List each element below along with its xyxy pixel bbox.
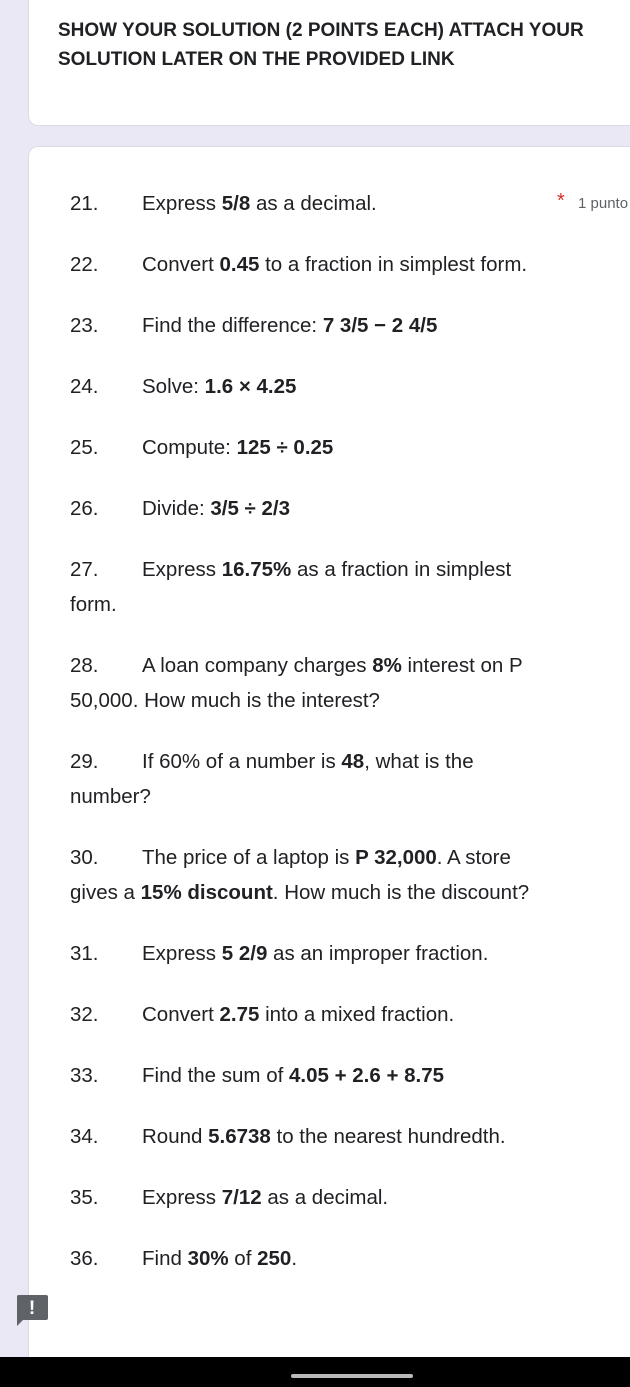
question-text: . How much is the discount? <box>272 881 530 904</box>
section-header-card <box>28 0 630 126</box>
question-text: Find the difference: <box>142 314 323 337</box>
question-item <box>70 186 560 221</box>
question-item <box>70 308 560 343</box>
question-number: 36. <box>70 1247 99 1270</box>
question-number: 30. <box>70 846 99 869</box>
question-item <box>70 552 560 622</box>
question-text: , what is the number? <box>70 750 474 808</box>
question-number: 26. <box>70 497 99 520</box>
question-value: 125 ÷ 0.25 <box>236 436 334 459</box>
question-item <box>70 840 560 910</box>
question-number: 34. <box>70 1125 99 1148</box>
question-value: 4.05 + 2.6 + 8.75 <box>288 1064 445 1087</box>
question-text: of <box>228 1247 258 1270</box>
question-number: 23. <box>70 314 99 337</box>
question-text: Express <box>142 942 222 965</box>
question-value: 250 <box>257 1247 292 1270</box>
question-item <box>70 936 560 971</box>
question-value: 8% <box>372 654 402 677</box>
question-value: P 32,000 <box>355 846 437 869</box>
report-problem-glyph: ! <box>28 1298 36 1319</box>
question-value: 5 2/9 <box>221 942 268 965</box>
question-text: Convert <box>142 1003 220 1026</box>
section-title: SHOW YOUR SOLUTION (2 POINTS EACH) ATTACH YOUR SOLUTION LATER ON THE PROVIDED LINK <box>58 20 584 70</box>
question-text: Compute: <box>142 436 237 459</box>
question-text: to the nearest hundredth. <box>270 1125 506 1148</box>
points-label: 1 punto <box>578 195 629 212</box>
question-text: Round <box>142 1125 209 1148</box>
question-item <box>70 247 560 282</box>
question-item <box>70 1241 560 1276</box>
system-navigation-bar <box>0 1357 630 1387</box>
question-value: 0.45 <box>219 253 260 276</box>
question-card <box>28 146 630 1386</box>
question-text: The price of a laptop is <box>142 846 356 869</box>
question-text: as an improper fraction. <box>267 942 489 965</box>
question-number: 27. <box>70 558 99 581</box>
question-value: 2.75 <box>219 1003 260 1026</box>
home-indicator[interactable] <box>291 1374 413 1378</box>
question-value: 48 <box>341 750 365 773</box>
question-item <box>70 1180 560 1215</box>
question-number: 25. <box>70 436 99 459</box>
question-text: . <box>291 1247 298 1270</box>
question-text: Find <box>142 1247 188 1270</box>
question-text: Convert <box>142 253 220 276</box>
question-text: into a mixed fraction. <box>259 1003 455 1026</box>
question-value: 16.75% <box>221 558 292 581</box>
question-text: . A store gives a <box>70 846 511 904</box>
report-problem-icon <box>15 1293 49 1327</box>
question-text: to a fraction in simplest form. <box>259 253 528 276</box>
question-value: 7/12 <box>221 1186 262 1209</box>
question-text: as a decimal. <box>250 192 377 215</box>
question-text: Find the sum of <box>142 1064 289 1087</box>
question-value: 5/8 <box>221 192 251 215</box>
question-number: 28. <box>70 654 99 677</box>
question-value: 15% discount <box>140 881 273 904</box>
report-problem-button[interactable] <box>15 1293 49 1327</box>
question-value: 1.6 × 4.25 <box>204 375 297 398</box>
question-number: 31. <box>70 942 99 965</box>
question-item <box>70 430 560 465</box>
question-item <box>70 1058 560 1093</box>
question-item <box>70 369 560 404</box>
question-text: Solve: <box>142 375 205 398</box>
question-text: A loan company charges <box>142 654 373 677</box>
question-number: 32. <box>70 1003 99 1026</box>
question-number: 21. <box>70 192 99 215</box>
question-text: Express <box>142 192 222 215</box>
question-number: 24. <box>70 375 99 398</box>
question-value: 3/5 ÷ 2/3 <box>210 497 290 520</box>
question-text: as a decimal. <box>261 1186 389 1209</box>
question-value: 30% <box>187 1247 229 1270</box>
question-text: Divide: <box>142 497 211 520</box>
question-text: Express <box>142 558 222 581</box>
question-item <box>70 1119 560 1154</box>
question-text: interest on P 50,000. How much is the interest? <box>70 654 523 712</box>
question-item <box>70 997 560 1032</box>
question-number: 33. <box>70 1064 99 1087</box>
question-text: as a fraction in simplest form. <box>70 558 512 616</box>
question-number: 29. <box>70 750 99 773</box>
question-item <box>70 744 560 814</box>
question-item <box>70 491 560 526</box>
question-number: 22. <box>70 253 99 276</box>
question-value: 5.6738 <box>208 1125 271 1148</box>
question-value: 7 3/5 − 2 4/5 <box>322 314 438 337</box>
question-number: 35. <box>70 1186 99 1209</box>
question-text: Express <box>142 1186 222 1209</box>
question-text: If 60% of a number is <box>142 750 342 773</box>
question-items <box>70 186 560 1302</box>
question-item <box>70 648 560 718</box>
required-asterisk: * <box>557 190 565 212</box>
